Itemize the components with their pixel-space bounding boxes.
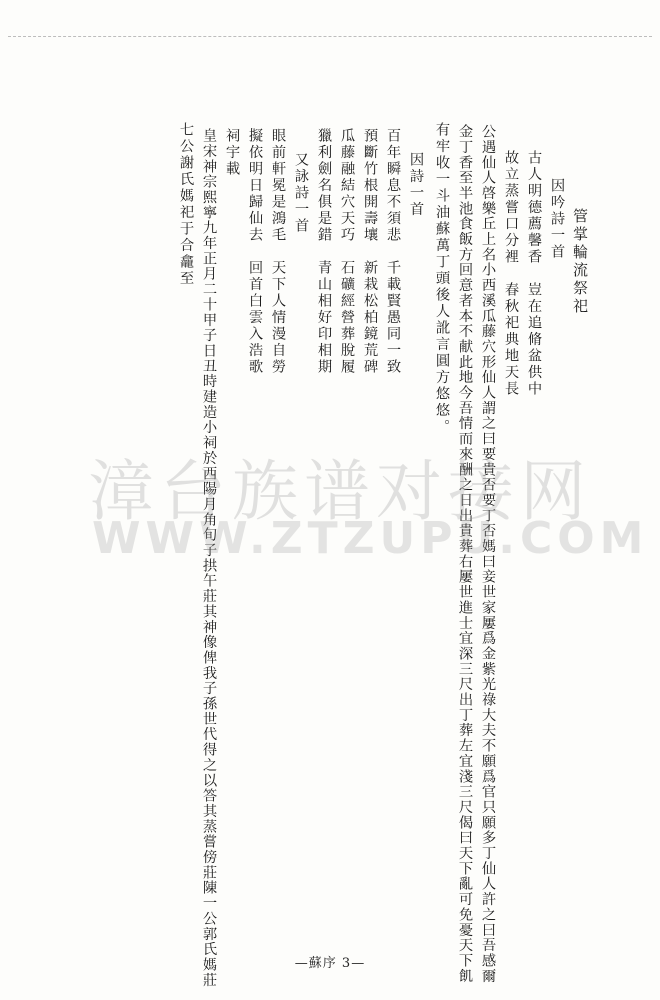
watermark-latin: WWW.ZTZUPU.COM xyxy=(92,513,649,564)
poem-line-3: 百年瞬息不須悲 千載賢愚同一致 xyxy=(385,128,401,376)
poem-line-1: 古人明德薦馨香 豈在追脩盆供中 xyxy=(526,150,542,398)
poem-line-6: 獵利劍名俱是錯 青山相好印相期 xyxy=(316,128,332,376)
heading-column-1: 管掌輪流祭祀 xyxy=(571,208,589,316)
poem-line-2: 故立蒸嘗口分裡 春秋祀典地天長 xyxy=(503,150,519,398)
poem-line-7: 眼前軒冕是鴻毛 天下人情漫自勞 xyxy=(270,128,286,376)
heading-column-8: 因詩一首 xyxy=(408,152,424,218)
heading-column-2: 因吟詩一首 xyxy=(549,178,565,261)
page-number: —蘇序 3— xyxy=(294,956,366,971)
poem-line-4: 預斷竹根開壽壤 新栽松柏鏡荒碑 xyxy=(362,128,378,376)
heading-column-16: 祠宇載 xyxy=(224,128,240,178)
text-column-17: 皇宋神宗熙寧九年正月二十甲子日丑時建造小祠於西陽月角旬子拱午莊其神像俾我子孫世代得之以答其蒸嘗傍莊陳一公郭氏媽莊 xyxy=(201,128,217,988)
watermark-chinese: 漳台族谱对接网 xyxy=(88,453,592,530)
poem-line-8: 擬依明日歸仙去 回首白雲入浩歌 xyxy=(247,128,263,376)
poem-line-5: 瓜藤融結穴天巧 石礦經營葬脫履 xyxy=(339,128,355,376)
heading-column-13: 又詠詩一首 xyxy=(293,152,309,235)
text-column-18: 七公謝氏媽祀于合龕至 xyxy=(178,122,194,287)
text-column-6: 金丁香至半池食飯方回意者本不献此地今吾情而來酬之日出貴葬右屢世進士宜深三尺出丁葬左宜淺三尺偈曰天下亂可免憂天下飢 xyxy=(457,124,473,984)
text-column-5: 公遇仙人啓樂丘上名小西溪瓜藤穴形仙人謂之曰要貴否要丁否媽曰妾世家屢爲金紫光祿大夫不願爲官只願多丁仙人許之曰吾感爾 xyxy=(480,124,496,984)
top-dashed-rule xyxy=(8,36,652,37)
text-column-7: 有牢收一斗油蘇萬丁頭後人訛言圓方悠悠。 xyxy=(434,122,450,436)
